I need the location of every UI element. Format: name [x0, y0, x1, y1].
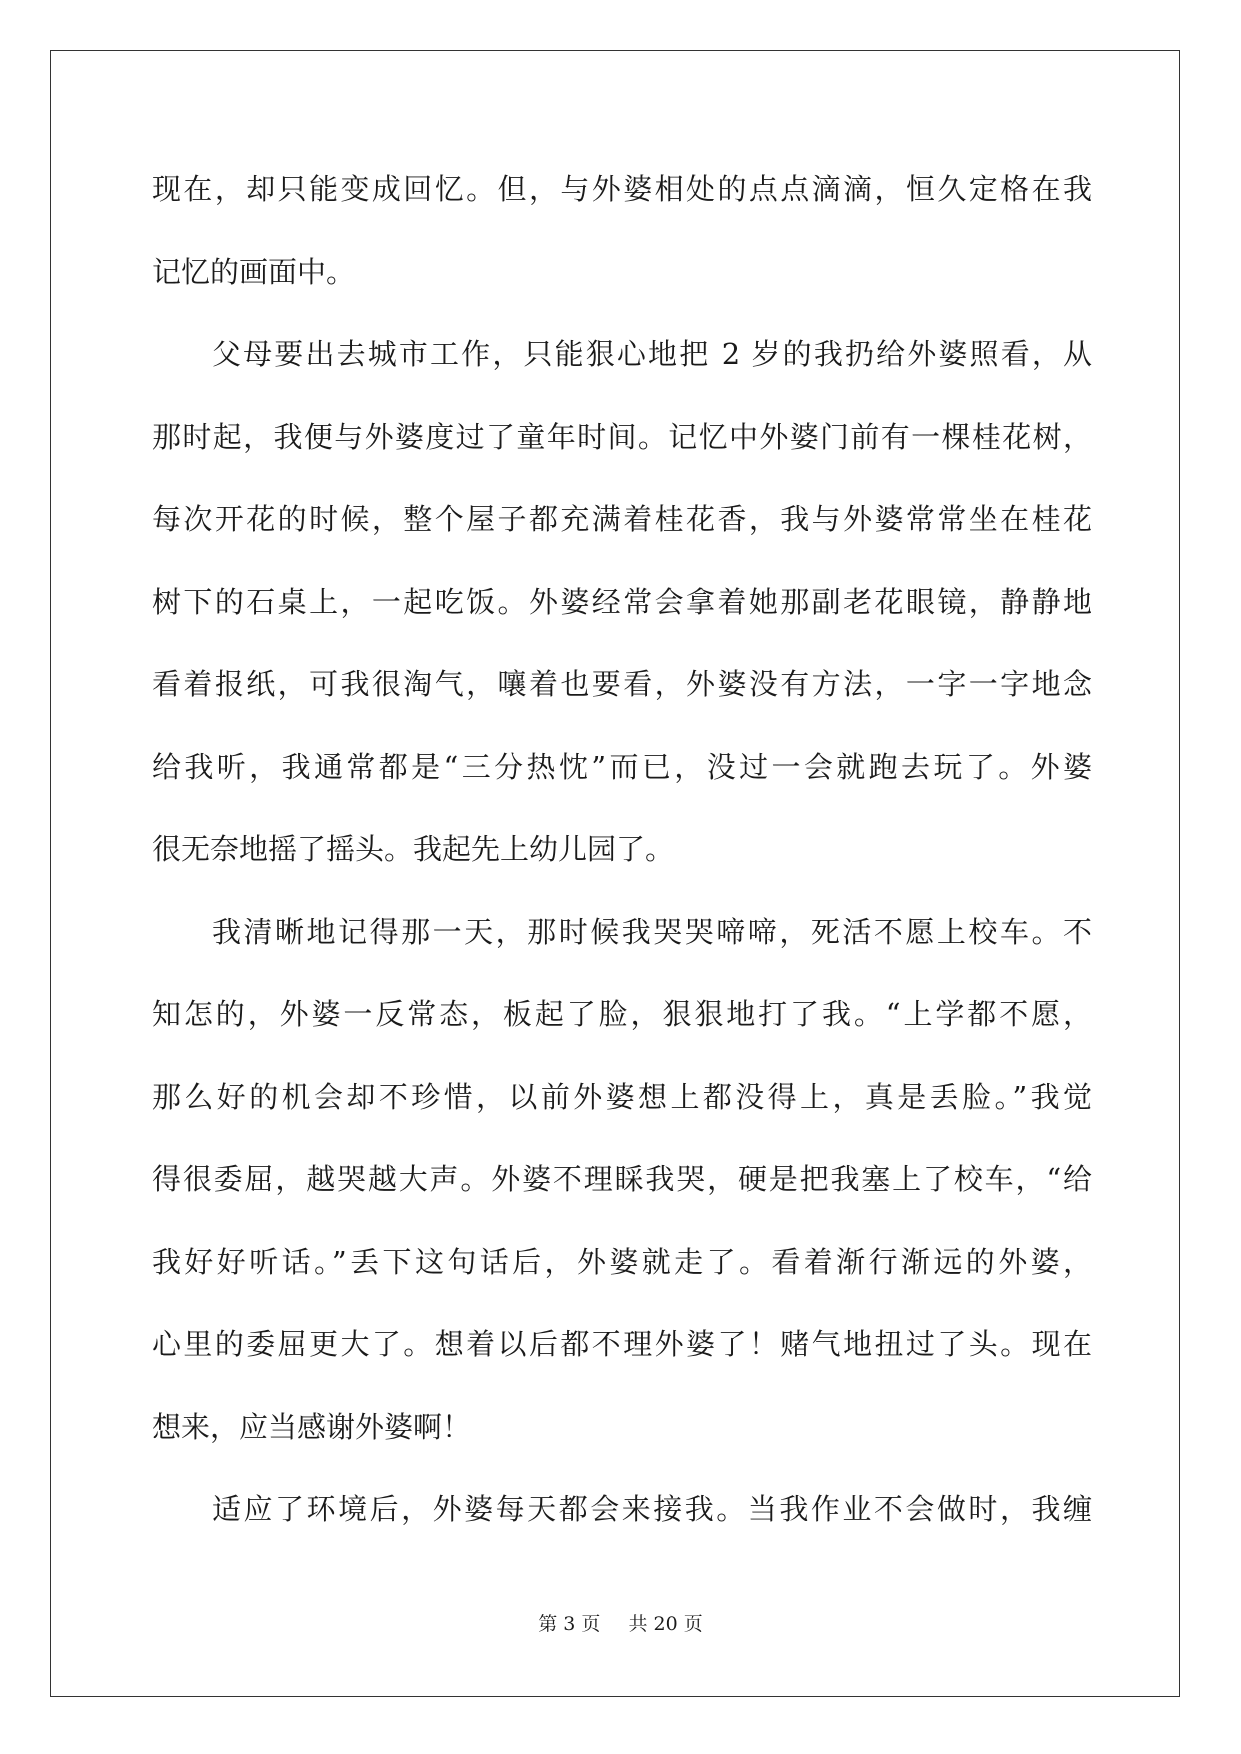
- text-line: 心里的委屈更大了。想着以后都不理外婆了！赌气地扭过了头。现在: [152, 1327, 1092, 1361]
- text-line: 每次开花的时候，整个屋子都充满着桂花香，我与外婆常常坐在桂花: [152, 502, 1092, 536]
- text-line: 知怎的，外婆一反常态，板起了脸，狠狠地打了我。“上学都不愿，: [152, 997, 1092, 1031]
- text-line: 给我听，我通常都是“三分热忱”而已，没过一会就跑去玩了。外婆: [152, 749, 1092, 784]
- text-line: 适应了环境后，外婆每天都会来接我。当我作业不会做时，我缠: [212, 1492, 1092, 1526]
- text-line: 我清晰地记得那一天，那时候我哭哭啼啼，死活不愿上校车。不: [212, 914, 1092, 949]
- text-line: 得很委屈，越哭越大声。外婆不理睬我哭，硬是把我塞上了校车，“给: [152, 1162, 1092, 1196]
- text-line: 我好好听话。”丢下这句话后，外婆就走了。看着渐行渐远的外婆，: [152, 1244, 1092, 1279]
- text-line: 记忆的画面中。: [152, 254, 356, 289]
- page-number: 第 3 页: [538, 1613, 601, 1635]
- text-line: 看着报纸，可我很淘气，嚷着也要看，外婆没有方法，一字一字地念: [152, 667, 1092, 701]
- page-total: 共 20 页: [628, 1613, 703, 1635]
- document-body: [152, 160, 1092, 1563]
- text-line: 树下的石桌上，一起吃饭。外婆经常会拿着她那副老花眼镜，静静地: [152, 584, 1092, 619]
- text-line: 那么好的机会却不珍惜，以前外婆想上都没得上，真是丢脸。”我觉: [152, 1079, 1092, 1114]
- text-line: 想来，应当感谢外婆啊！: [152, 1409, 472, 1444]
- text-line: 现在，却只能变成回忆。但，与外婆相处的点点滴滴，恒久定格在我: [152, 172, 1092, 206]
- text-line: 那时起，我便与外婆度过了童年时间。记忆中外婆门前有一棵桂花树，: [152, 419, 1092, 454]
- text-line: 父母要出去城市工作，只能狠心地把 2 岁的我扔给外婆照看，从: [212, 337, 1092, 371]
- text-line: 很无奈地摇了摇头。我起先上幼儿园了。: [152, 832, 675, 866]
- page-footer: [0, 1612, 1241, 1636]
